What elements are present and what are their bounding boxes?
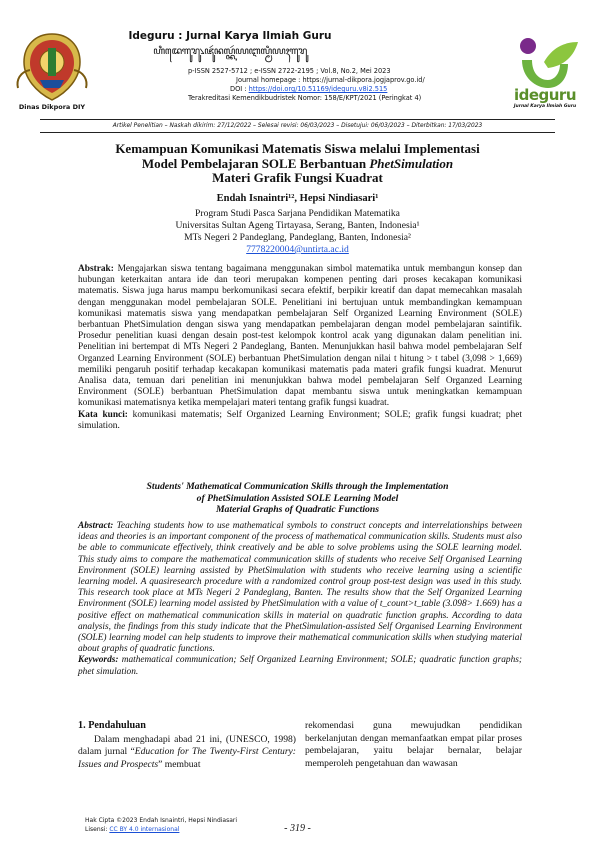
- abstract-block: [78, 521, 522, 678]
- section-left-text: Dalam menghadapi abad 21 ini, (UNESCO, 1998) dalam jurnal “Education for The Twenty-First Century: Issues and Prospects” membuat: [78, 733, 297, 770]
- abstrak-block: [78, 264, 522, 432]
- abstrak-text: Mengajarkan siswa tentang bagaimana menggunakan simbol matematika untuk membangun konsep dan hubungan keterkaitan antara ide dan teori merupakan kompenen penting dari proses kecakapan komunikasi matematis. Siswa juga harus mampu berkomunikasi secara efektif, berpikir kreatif dan dapat memecahkan masalah dengan menggunakan model pembelajaran SOLE. Penelitiani ini bertujuan untuk membandingkan kemampuan komunikasi matematis siswa yang mendapatkan pembelajaran Self Organized Learning Environment (SOLE) berbantuan PhetSimulation dengan siswa yang mendapatkan pembelajaran dengan model pembelajaran saintifik. Prosedur penelitian kuasi dengan desain post-test kelompok kontrol acak yang digunakan dalam penelitian ini. Penelitian ini bertempat di MTs Negeri 2 Pandeglang, Banten. Menunjukkan hasil bahwa model pembelajaran Self Organzed Learning Environment (SOLE) berbantuan PhetSimulation dengan nilai t hitung > t tabel (3,098 > 1,669) memiliki pengaruh positif terhadap kecakapan komunikasi matematis pada materi grafik fungsi kuadrat. Menurut Analisa data, temuan dari penelitian ini menunjukkan bahwa model pembelajaran Self Organzed Learning Environment (SOLE) berbantuan PhetSimulation dapat membantu siswa untuk meningkatkan kemampuan komunikasi matematisnya ketika mempelajari materi tentang grafik fungsi kuadrat.: [78, 264, 522, 409]
- journal-info: [110, 30, 490, 102]
- header-rule-top: [40, 119, 555, 120]
- header-rule-bottom: [40, 132, 555, 133]
- accreditation-line: Terakreditasi Kemendikbudristek Nomor: 158/E/KPT/2021 (Peringkat 4): [188, 94, 422, 102]
- keywords-line: [78, 655, 522, 677]
- english-title-line-3: Material Graphs of Quadratic Functions: [215, 504, 380, 515]
- article-dates: Artikel Penelitian – Naskah dikirim: 27/12/2022 – Selesai revisi: 06/03/2023 – Disetujui: 06/03/2023 – Diterbitkan: 17/03/2023: [112, 123, 483, 129]
- kata-kunci-text: komunikasi matematis; Self Organized Learning Environment; SOLE; grafik fungsi kuadrat; phet simulation.: [78, 409, 522, 431]
- journal-javanese-script: ꦲꦶꦢꦺꦒꦸꦫꦸ꧈ꦗꦸꦂꦤꦭ꧀ꦏꦂꦪꦆꦭ꧀ꦩꦶꦪꦃꦒꦸꦫꦸ: [153, 46, 307, 57]
- ideguru-logo: [508, 34, 582, 114]
- section-right-text: rekomendasi guna mewujudkan pendidikan berkelanjutan dengan memanfaatkan empat pilar proses pembelajaran, yaitu belajar bernalar, belajar memperoleh pengetahuan dan wawasan: [305, 720, 522, 769]
- doi-link[interactable]: https://doi.org/10.51169/ideguru.v8i2.515: [248, 85, 388, 93]
- ideguru-leaf-icon: [508, 34, 582, 92]
- dikpora-logo: [10, 30, 94, 116]
- journal-header: [10, 30, 582, 116]
- affiliation-1: Program Studi Pasca Sarjana Pendidikan Matematika: [195, 208, 400, 219]
- license-link[interactable]: CC BY 4.0 internasional: [109, 826, 180, 833]
- keywords-label: Keywords:: [78, 655, 119, 666]
- abstrak-label: Abstrak:: [78, 264, 114, 274]
- section-left-column: [78, 720, 296, 771]
- license-label: Lisensi:: [85, 826, 110, 833]
- english-title-line-1: Students' Mathematical Communication Skills through the Implementation: [146, 481, 449, 492]
- title-line-2: Model Pembelajaran SOLE Berbantuan PhetSimulation: [141, 155, 454, 171]
- dikpora-caption: Dinas Dikpora DIY: [18, 103, 86, 111]
- kata-kunci-line: [78, 410, 522, 432]
- english-title: [70, 481, 525, 516]
- section-right-column: [305, 720, 522, 770]
- authors: Endah Isnaintri¹², Hepsi Nindiasari¹: [216, 193, 379, 204]
- affiliation-3: MTs Negeri 2 Pandeglang, Pandeglang, Banten, Indonesia²: [184, 232, 411, 243]
- homepage-line: Journal homepage : https://jurnal-dikpora.jogjaprov.go.id/: [236, 76, 425, 84]
- affiliations: [60, 208, 535, 256]
- ideguru-subtitle: Jurnal Karya Ilmiah Guru: [513, 104, 577, 109]
- keywords-text: mathematical communication; Self Organized Learning Environment; SOLE; quadratic function graphs; phet simulation.: [78, 655, 522, 677]
- doi-line: [230, 85, 490, 93]
- abstract-label: Abstract:: [78, 521, 114, 531]
- email-link[interactable]: 7778220004@untirta.ac.id: [246, 244, 349, 255]
- abstract-text: Teaching students how to use mathematical symbols to construct concepts and interrelationships between ideas and theories is an important component of the process of mathematical communication skills. Students must also be able to communicate effectively, think creatively and be able to solve problems using the SOLE learning model. This study aims to compare the mathematical communication skills of students who receive Self Organised Learning Environment (SOLE) learning assisted by PhetSimulation with students who receive learning using a scientific learning model. A quasiresearch procedure with a randomized control group post-test design was used in this study. This research took place at MTs Negeri 2 Pandeglang, Banten. The results show that the Self Organized Learning Environment (SOLE) learning model assisted by PhetSimulation with a value of t_count>t_table (3.098> 1.669) has a positive effect on mathematical communication skills in material on quadratic function graphs. According to data analysis, the findings from this study indicate that the PhetSimulation-assisted Self Organised Learning Environment (SOLE) learning model can help students to improve their mathematical communication skills when studying material about graphs of quadratic functions.: [78, 521, 522, 655]
- section-heading: 1. Pendahuluan: [78, 720, 146, 731]
- english-title-line-2: of PhetSimulation Assisted SOLE Learning Model: [196, 492, 399, 504]
- issn-line: p-ISSN 2527-5712 ; e-ISSN 2722-2195 ; Vol.8, No.2, Mei 2023: [188, 67, 391, 75]
- copyright-text: Hak Cipta ©2023 Endah Isnaintri, Hepsi Nindiasari: [85, 817, 238, 824]
- journal-title: Ideguru : Jurnal Karya Ilmiah Guru: [128, 30, 332, 42]
- title-line-1: Kemampuan Komunikasi Matematis Siswa melalui Implementasi: [115, 141, 480, 156]
- page-number: - 319 -: [284, 823, 311, 834]
- doi-label: DOI :: [230, 85, 249, 93]
- article-title: [60, 142, 535, 186]
- kata-kunci-label: Kata kunci:: [78, 409, 128, 420]
- dikpora-emblem-icon: [10, 30, 94, 106]
- title-line-3: Materi Grafik Fungsi Kuadrat: [212, 170, 383, 185]
- ideguru-wordmark: ideguru: [513, 86, 577, 104]
- affiliation-2: Universitas Sultan Ageng Tirtayasa, Serang, Banten, Indonesia¹: [175, 220, 420, 231]
